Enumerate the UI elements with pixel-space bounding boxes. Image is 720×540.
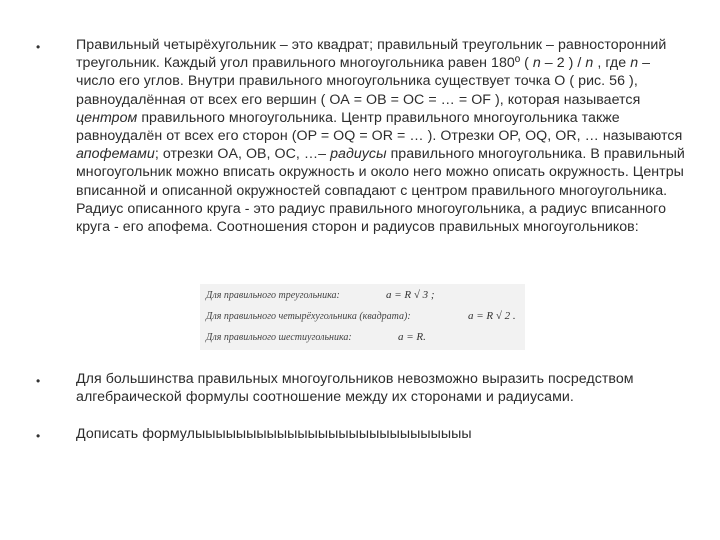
text-run: , где: [593, 55, 631, 72]
formula-row-square: [206, 310, 516, 322]
formula-label: Для правильного четырёхугольника (квадрата):: [206, 311, 411, 322]
emphasized-term: n: [630, 55, 639, 72]
paragraph-radius-relations: Радиус описанного круга - это радиус правильного многоугольника, а радиус вписанного круга - его апофема. Соотношения сторон и радиусов правильных многоугольников:: [76, 200, 667, 236]
emphasized-term: апофемами: [76, 146, 155, 163]
formula-row-triangle: [206, 289, 435, 301]
text-run: Правильный четырёхугольник – это квадрат; правильный треугольник – равносторонний треугольник. Каждый угол правильного многоугольника равен 180º (: [76, 37, 667, 72]
emphasized-term: n: [532, 55, 541, 72]
formula-image: [200, 284, 525, 350]
formula-label: Для правильного треугольника:: [206, 290, 340, 301]
bullet-marker: •: [36, 374, 41, 388]
text-run: – число его углов. Внутри правильного многоугольника существует точка О ( рис. 56 ), равноудалённая от всех его вершин ( ОА = ОВ = ОС = … = OF ), которая называется: [76, 55, 651, 108]
formula-row-hexagon: [206, 331, 426, 343]
emphasized-term: n: [585, 55, 594, 72]
formula-expression: a = R √ 2 .: [468, 310, 516, 322]
text-run: правильного многоугольника. Центр правильного многоугольника также равноудалён от всех его сторон (OP = OQ = OR = … ). Отрезки OP, OQ, OR, … называются: [76, 109, 683, 145]
text-run: правильного многоугольника. В правильный многоугольник можно вписать окружность и около него можно описать окружность. Центры вписанной и описанной окружностей совпадают с центром правильного многоугольника.: [76, 146, 685, 199]
emphasized-term: радиусы: [330, 146, 387, 163]
text-run: ; отрезки OA, OB, OC, …–: [154, 146, 331, 163]
bullet-text-no-formula: Для большинства правильных многоугольников невозможно выразить посредством алгебраической формулы соотношение между их сторонами и радиусами.: [76, 371, 634, 406]
bullet-marker: •: [36, 429, 41, 443]
emphasized-term: центром: [76, 109, 138, 126]
bullet-marker: •: [36, 40, 41, 54]
paragraph-definition: [76, 36, 688, 200]
bullet-text-todo: Дописать формулыыыыыыыыыыыыыыыыыыыыыыыыыыы: [76, 426, 472, 442]
formula-expression: a = R.: [398, 331, 426, 343]
bullet-text-regular-polygons: [76, 36, 688, 236]
formula-label: Для правильного шестиугольника:: [206, 332, 352, 343]
formula-expression: a = R √ 3 ;: [386, 289, 435, 301]
text-run: – 2 ) /: [540, 55, 586, 72]
